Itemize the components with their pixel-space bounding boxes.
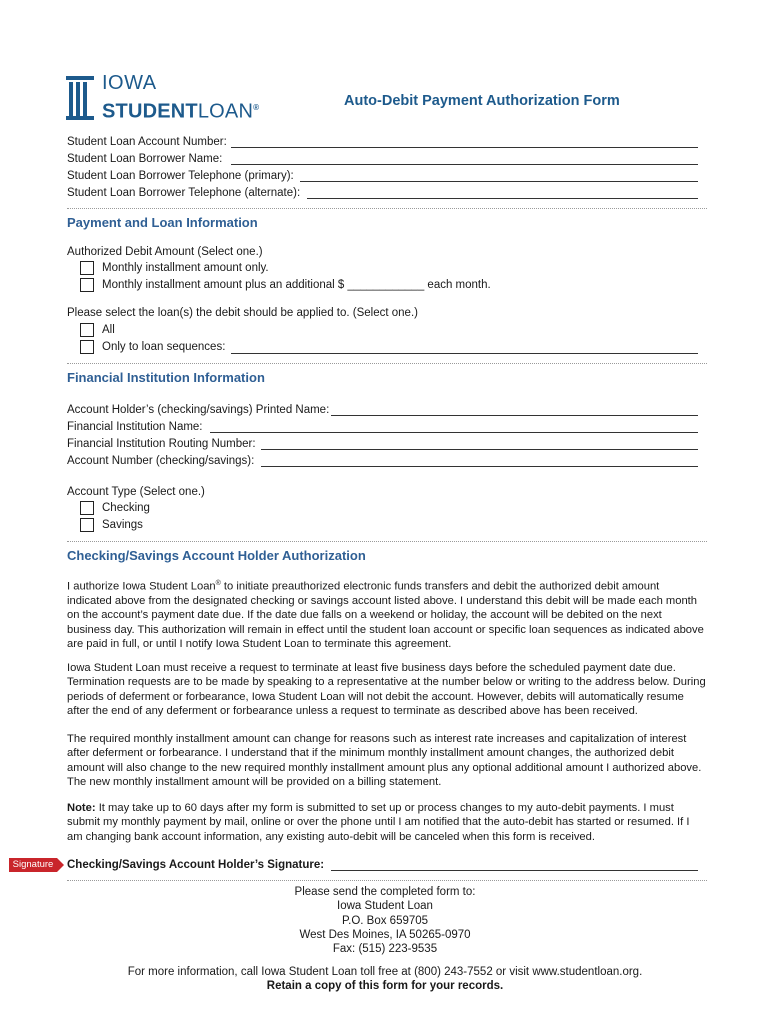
checkbox[interactable]: [80, 261, 94, 275]
account-number-checking-label: Account Number (checking/savings):: [67, 455, 255, 467]
signature-arrow-icon: [57, 858, 64, 872]
telephone-alternate-label: Student Loan Borrower Telephone (alternate):: [67, 187, 301, 199]
signature-field[interactable]: [67, 857, 698, 873]
logo-text-iowa: IOWA: [102, 72, 157, 94]
footer-info: For more information, call Iowa Student Loan toll free at (800) 243-7552 or visit www.studentloan.org.: [127, 966, 643, 978]
account-number-field[interactable]: [67, 134, 698, 150]
authorization-paragraph-3: The required monthly installment amount can change for reasons such as interest rate increases and capitalization of interest after deferment or forbearance. I understand that if the minimum monthly installment amount changes, the authorized debit amount will also change to the new required monthly installment amount plus any optional additional amount I authorized above. The new monthly installment amount will be provided on a billing statement.: [67, 733, 702, 788]
signature-label: Checking/Savings Account Holder’s Signature:: [67, 859, 325, 871]
telephone-alternate-line[interactable]: [307, 198, 698, 199]
debit-option-installment-plus-label: Monthly installment amount plus an additional $ ____________ each month.: [102, 279, 491, 291]
signature-tab: Signature: [9, 858, 57, 872]
routing-number-field[interactable]: [67, 436, 698, 452]
iowa-student-loan-logo: [66, 72, 260, 126]
debit-amount-prompt: Authorized Debit Amount (Select one.): [67, 246, 263, 258]
financial-section-title: Financial Institution Information: [67, 370, 265, 385]
mailing-line: P.O. Box 659705: [341, 914, 429, 927]
loans-option-sequences[interactable]: [80, 340, 698, 355]
account-number-checking-line[interactable]: [261, 466, 698, 467]
loans-option-all-label: All: [102, 324, 115, 336]
mailing-line: Please send the completed form to:: [294, 886, 476, 898]
form-title: Auto-Debit Payment Authorization Form: [344, 93, 620, 109]
checkbox[interactable]: [80, 518, 94, 532]
logo-text-loan: LOAN: [197, 100, 254, 123]
note-text: It may take up to 60 days after my form is submitted to set up or process changes to my auto-debit payments. I must submit my monthly payment by mail, online or over the phone until I am notified that the auto-debit has started or resumed. If I am changing bank account information, any existing auto-debit will be canceled when this form is received.: [67, 802, 690, 843]
mailing-line: Fax: (515) 223-9535: [332, 943, 438, 956]
authorization-paragraph-1: [67, 577, 707, 651]
mailing-line: Iowa Student Loan: [337, 900, 433, 913]
note-paragraph: [67, 801, 707, 844]
borrower-name-label: Student Loan Borrower Name:: [67, 153, 223, 165]
borrower-name-line[interactable]: [231, 164, 698, 165]
section-divider: [67, 363, 707, 364]
logo-registered-mark: ®: [253, 103, 260, 112]
logo-text-student: STUDENT: [102, 100, 198, 123]
authorization-p1-rest: to initiate preauthorized electronic funds transfers and debit the authorized debit amount indicated above from the designated checking or savings account listed above. I understand this debit will be made each month on the account’s payment date due. If the date due falls on a weekend or holiday, the account will be debited on the next business day. This authorization will remain in effect until the student loan account or specific loan sequences as indicated above are paid in full, or until I notify Iowa Student Loan to terminate this agreement.: [67, 580, 704, 650]
checkbox[interactable]: [80, 501, 94, 515]
loans-prompt: Please select the loan(s) the debit should be applied to. (Select one.): [67, 307, 418, 319]
section-divider: [67, 541, 707, 542]
account-type-savings-label: Savings: [102, 519, 143, 531]
account-number-line[interactable]: [231, 147, 698, 148]
mailing-line: West Des Moines, IA 50265-0970: [299, 928, 471, 941]
loan-sequences-line[interactable]: [231, 353, 698, 354]
loans-option-sequences-label: Only to loan sequences:: [102, 341, 226, 353]
account-number-checking-field[interactable]: [67, 453, 698, 469]
checkbox[interactable]: [80, 340, 94, 354]
institution-name-line[interactable]: [210, 432, 698, 433]
institution-name-field[interactable]: [67, 419, 698, 435]
registered-mark: ®: [215, 580, 221, 587]
account-number-label: Student Loan Account Number:: [67, 136, 227, 148]
account-holder-name-label: Account Holder’s (checking/savings) Printed Name:: [67, 404, 330, 416]
payment-section-title: Payment and Loan Information: [67, 215, 258, 230]
note-label: Note:: [67, 802, 96, 814]
account-type-checking-label: Checking: [102, 502, 150, 514]
telephone-primary-line[interactable]: [300, 181, 698, 182]
debit-option-installment-only-label: Monthly installment amount only.: [102, 262, 269, 274]
logo-columns-icon: [66, 74, 94, 122]
routing-number-line[interactable]: [261, 449, 698, 450]
telephone-primary-label: Student Loan Borrower Telephone (primary):: [67, 170, 294, 182]
routing-number-label: Financial Institution Routing Number:: [67, 438, 256, 450]
authorization-section-title: Checking/Savings Account Holder Authorization: [67, 548, 366, 563]
telephone-alternate-field[interactable]: [67, 185, 698, 201]
account-holder-name-field[interactable]: [67, 402, 698, 418]
telephone-primary-field[interactable]: [67, 168, 698, 184]
logo-text-student-loan: [102, 96, 259, 124]
institution-name-label: Financial Institution Name:: [67, 421, 203, 433]
account-type-prompt: Account Type (Select one.): [67, 486, 205, 498]
checkbox[interactable]: [80, 278, 94, 292]
authorization-p1-start: I authorize Iowa Student Loan: [67, 580, 216, 593]
section-divider: [67, 208, 707, 209]
mailing-instructions: [0, 885, 770, 956]
signature-line[interactable]: [331, 870, 698, 871]
checkbox[interactable]: [80, 323, 94, 337]
authorization-paragraph-2: Iowa Student Loan must receive a request to terminate at least five business days before the scheduled payment date due. Termination requests are to be made by speaking to a representative at the number below or writing to the address below. During periods of deferment or forbearance, Iowa Student Loan will not debit the account. However, debits will automatically resume after the end of any deferment or forbearance unless a request to terminate as described above has been received.: [67, 662, 706, 717]
account-holder-name-line[interactable]: [331, 415, 698, 416]
borrower-name-field[interactable]: [67, 151, 698, 167]
footer-retain: Retain a copy of this form for your records.: [266, 980, 504, 992]
section-divider: [67, 880, 707, 881]
